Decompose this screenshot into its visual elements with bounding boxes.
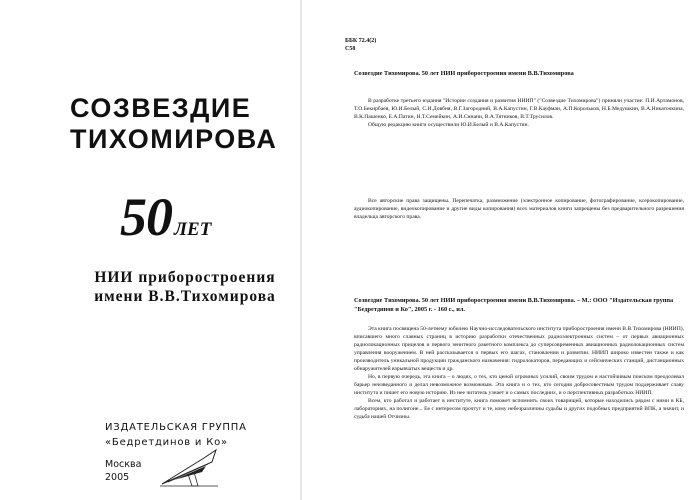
authors-paragraph: В разработке третьего издания "Истории создания и развития НИИП" ("Созвездие Тихомирова") приняли участие: П.И.Артамонов, Т.О.Бекирбаев, Ю.И.Белый, С.И.Довбня, В.Г.Загородний, В.А.Капустин, Г.В.Кауфман, А.П.Корольков, Н.Б.Медушкин, В.А.Никаточкина, В.К.Пашенко, Е.А.Патин, Н.Т.Семейкин, А.И.Синани, В.А.Тятников, В.Т.Трусилов. — [354, 98, 684, 120]
organization-name — [70, 268, 300, 306]
anniversary-word: ЛЕТ — [174, 219, 212, 240]
publisher-line-1: ИЗДАТЕЛЬСКАЯ ГРУППА — [105, 422, 247, 433]
abstract-paragraph-2: Но, в первую очередь, эта книга – о людях, о тех, кто ценой огромных усилий, своим трудом и настойчивым поиском преодолевал барьер неизведанного и делал невозможное возможным. Эта книга и о тех, кто сегодня добросовестным трудом поддерживает славу института и пишет его новую историю. Из нее читатель узнает и о самых последних, и о перспективных разработках НИИП. — [354, 374, 684, 396]
abstract-paragraph-3: Всем, кто работал и работает в институте, книга поможет вспомнить своих товарищей, которые находились рядом с ними в КБ, лабораториях, на полигоне... Ее с интересом прочтут и те, кому небезразличны судьбы и других подобных предприятий ВПК, а значит, и судьба нашей Отчизны. — [354, 398, 684, 420]
publisher-logo-icon — [158, 442, 220, 488]
bbk-code: ББК 72.4(2) — [345, 38, 377, 44]
copyright-page — [336, 0, 692, 500]
book-title — [70, 93, 300, 155]
book-title-line-1: СОЗВЕЗДИЕ — [70, 93, 252, 123]
anniversary-number: 50 — [120, 187, 172, 247]
copyright-block — [354, 197, 684, 221]
abstract-paragraph-1: Эта книга посвящена 50-летнему юбилею Научно-исследовательского института приборостроения имени В.В.Тихомирова (НИИП), вписавшего много славных страниц в историю разработки отечественных радиоэлектронных систем – от первых авиационных радиолокационных прицелов и первого зенитного ракетного комплекса до суперсовременных авиационных радиолокационных систем управления вооружением. В ней рассказывается о первых его шагах, становлении и развитии. НИИП широко известен также и как производитель уникальной продукции гражданского назначения: гидролокаторов, передающих и сейсмических станций, дистанционных обнаружителей взрывчатых веществ и др. — [354, 326, 684, 372]
anniversary-mark — [120, 187, 212, 247]
organization-line-2: имени В.В.Тихомирова — [94, 288, 276, 305]
organization-line-1: НИИ приборостроения — [94, 269, 276, 286]
citation: Созвездие Тихомирова. 50 лет НИИ приборостроения имени В.В.Тихомирова. – М.: ООО "Издательская группа "Бедретдинов и Ко", 2005 г. - 160 с., ил. — [354, 297, 674, 313]
publisher-line-2: «Бедретдинов и Ко» — [105, 437, 228, 448]
authors-block — [354, 97, 684, 129]
imprint-year: 2005 — [105, 472, 130, 483]
book-title-line-2: ТИХОМИРОВА — [70, 124, 278, 154]
editors-line: Общую редакцию книги осуществили Ю.И.Белый и В.А.Капустин. — [368, 122, 529, 128]
book-heading: Созвездие Тихомирова. 50 лет НИИ приборостроения имени В.В.Тихомирова — [354, 70, 574, 77]
copyright-notice: Все авторские права защищены. Перепечатка, размножение (электронное копирование, фотографирование, ксерокопирование, аудиокопирование, видеокопирование и другие виды копирования) всех материалов книги запрещены без предварительного разрешения владельца авторского права. — [354, 198, 684, 220]
classification-block — [345, 37, 376, 53]
page-gutter — [300, 0, 302, 500]
author-mark-code: С58 — [345, 46, 356, 52]
imprint-city: Москва — [105, 459, 142, 470]
imprint — [105, 458, 141, 484]
title-page — [0, 0, 336, 500]
abstract-block — [354, 325, 684, 421]
